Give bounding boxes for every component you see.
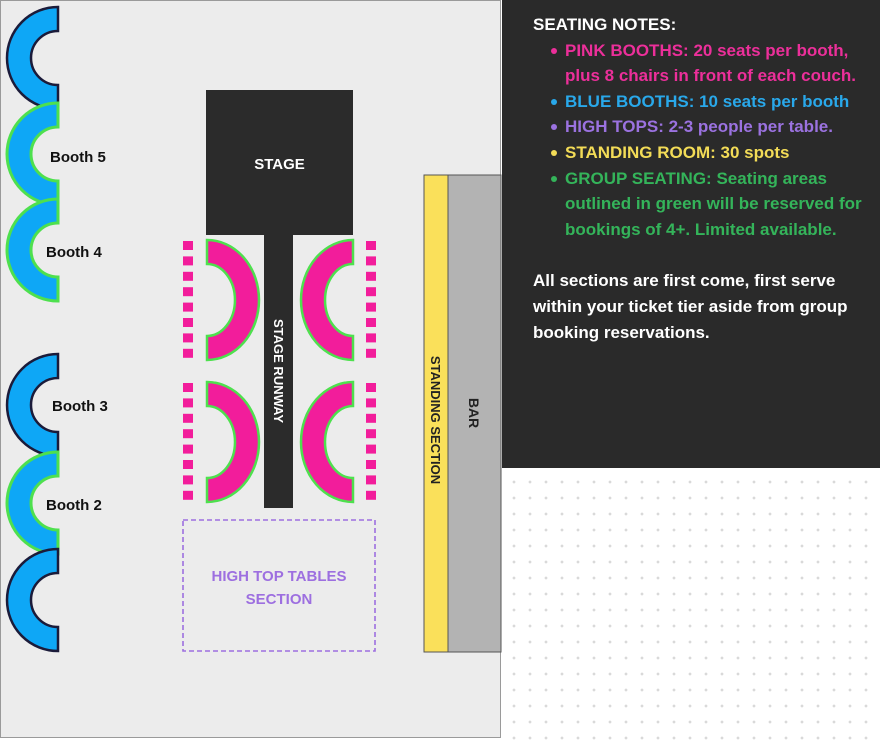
pink-chair[interactable] (183, 383, 193, 392)
pink-chair[interactable] (183, 349, 193, 358)
stage-runway[interactable] (264, 234, 293, 508)
pink-chair[interactable] (366, 429, 376, 438)
pink-chair[interactable] (366, 256, 376, 265)
pink-chair[interactable] (366, 241, 376, 250)
pink-chair[interactable] (183, 414, 193, 423)
notes-footer: All sections are first come, first serve within your ticket tier aside from group booking reservations. (533, 271, 848, 342)
standing-section[interactable] (424, 175, 448, 652)
note-blue-booths: BLUE BOOTHS: 10 seats per booth (565, 89, 866, 115)
pink-booth-left-upper[interactable] (207, 240, 259, 360)
pink-chair[interactable] (366, 349, 376, 358)
booth-3[interactable] (7, 354, 108, 456)
high-top-tables-section[interactable] (183, 520, 375, 651)
pink-chair[interactable] (183, 287, 193, 296)
high-top-label-line1: HIGH TOP TABLES (211, 568, 347, 585)
notes-title: SEATING NOTES: (533, 15, 677, 34)
note-pink-booths: PINK BOOTHS: 20 seats per booth, plus 8 chairs in front of each couch. (565, 38, 866, 89)
pink-chair[interactable] (366, 287, 376, 296)
pink-booth-right-lower[interactable] (301, 382, 353, 502)
pink-chair[interactable] (183, 445, 193, 454)
seating-notes-panel (502, 0, 880, 468)
booth-label: Booth 2 (46, 497, 102, 514)
note-group-seating: GROUP SEATING: Seating areas outlined in green will be reserved for bookings of 4+. Limited available. (565, 166, 866, 243)
booth-5[interactable] (7, 103, 106, 205)
pink-chair[interactable] (183, 272, 193, 281)
pink-chair[interactable] (366, 475, 376, 484)
booth-label: Booth 4 (46, 244, 102, 261)
pink-chair[interactable] (183, 256, 193, 265)
stage-label: STAGE (254, 156, 305, 173)
booth-label: Booth 3 (52, 398, 108, 415)
stage[interactable] (206, 90, 353, 235)
pink-chair[interactable] (183, 429, 193, 438)
bar[interactable] (448, 175, 501, 652)
pink-booth-left-lower[interactable] (207, 382, 259, 502)
pink-chair[interactable] (366, 398, 376, 407)
pink-chair[interactable] (366, 491, 376, 500)
pink-chair[interactable] (183, 460, 193, 469)
note-standing-room: STANDING ROOM: 30 spots (565, 140, 866, 166)
pink-chair[interactable] (366, 303, 376, 312)
pink-chair[interactable] (183, 333, 193, 342)
pink-chair[interactable] (366, 460, 376, 469)
pink-chair[interactable] (366, 383, 376, 392)
pink-booth-right-upper[interactable] (301, 240, 353, 360)
runway-label: STAGE RUNWAY (271, 318, 286, 424)
booth-blue-top[interactable] (7, 7, 58, 109)
pink-chair[interactable] (183, 318, 193, 327)
pink-chair[interactable] (366, 445, 376, 454)
high-top-label-line2: SECTION (245, 591, 313, 608)
pink-chair[interactable] (183, 398, 193, 407)
pink-chair[interactable] (183, 241, 193, 250)
pink-chair[interactable] (183, 491, 193, 500)
booth-label: Booth 5 (50, 149, 106, 166)
pink-chair[interactable] (366, 272, 376, 281)
booth-2[interactable] (7, 452, 102, 554)
pink-chair[interactable] (183, 303, 193, 312)
bar-label: BAR (466, 397, 482, 429)
pink-chair[interactable] (366, 318, 376, 327)
booth-blue-bottom[interactable] (7, 549, 58, 651)
pink-chair[interactable] (366, 333, 376, 342)
note-high-tops: HIGH TOPS: 2-3 people per table. (565, 114, 866, 140)
pink-chair[interactable] (366, 414, 376, 423)
standing-label: STANDING SECTION (428, 355, 443, 485)
pink-chair[interactable] (183, 475, 193, 484)
booth-4[interactable] (7, 199, 102, 301)
notes-list (533, 38, 866, 243)
